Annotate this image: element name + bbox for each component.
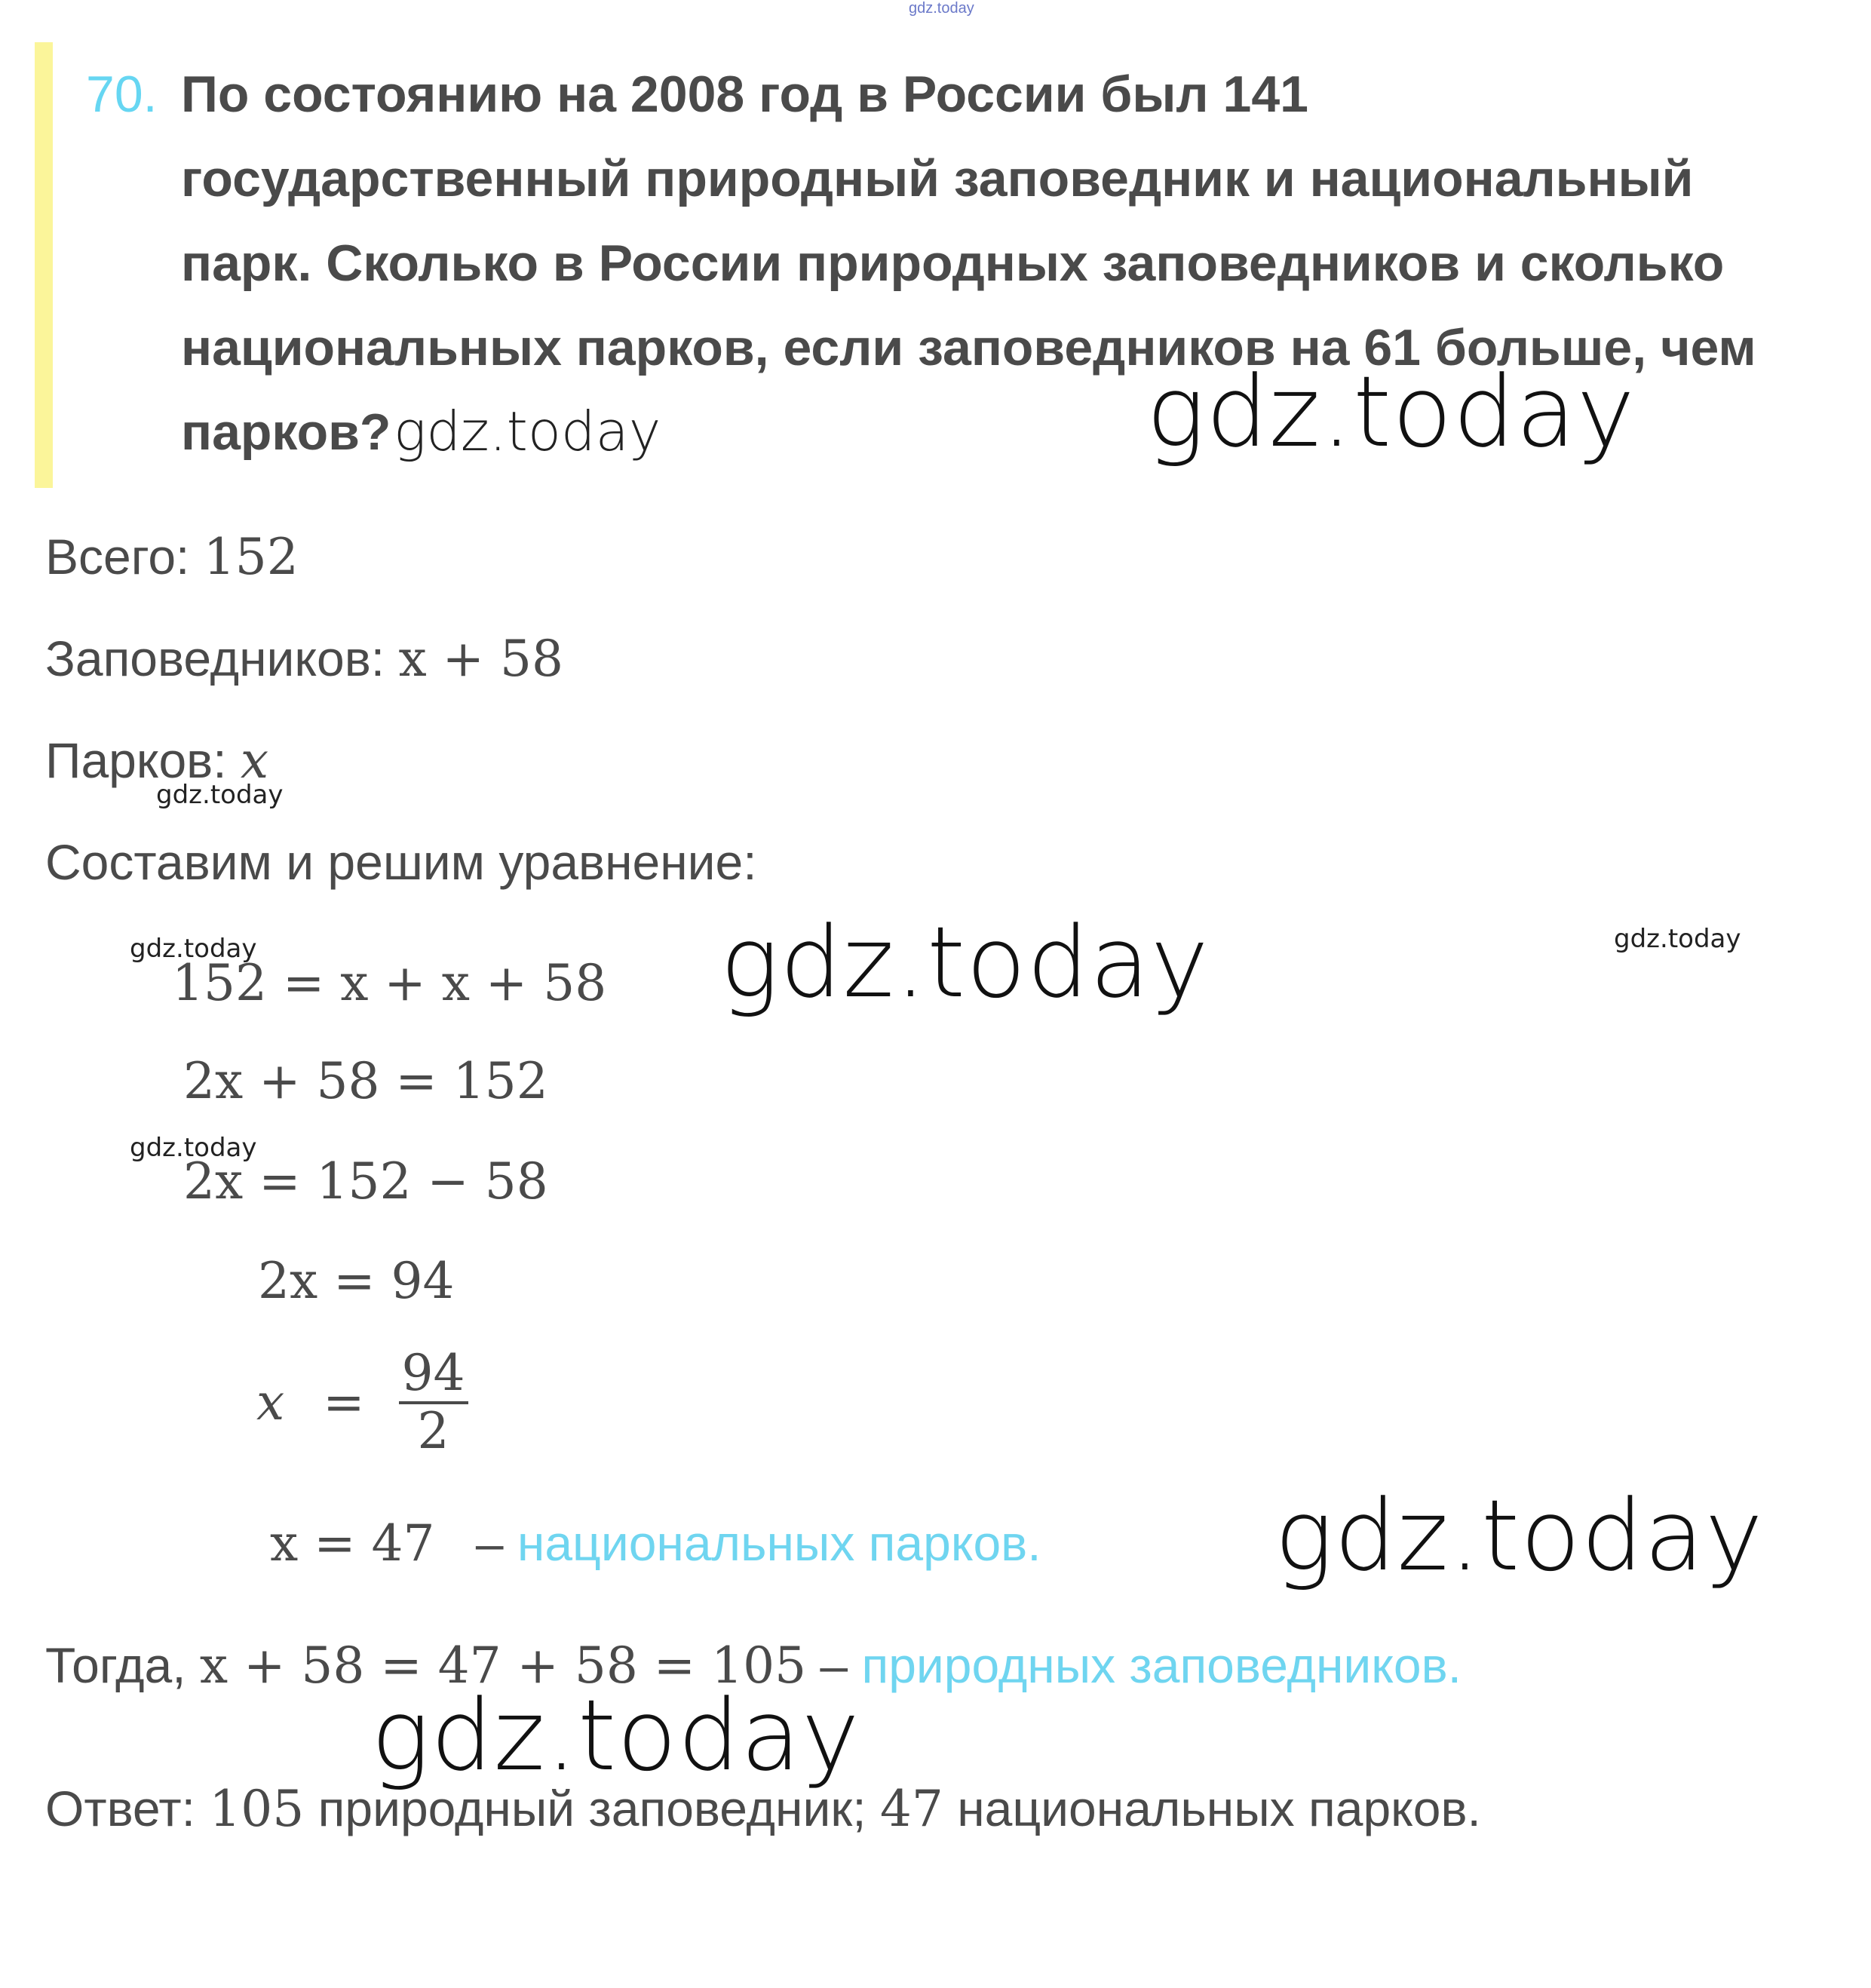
reserves-label: Заповедников: bbox=[45, 630, 385, 686]
answer-label: Ответ: bbox=[45, 1781, 195, 1836]
equation-6-line bbox=[270, 1514, 1041, 1572]
answer-text-1: природный заповедник; bbox=[317, 1781, 866, 1836]
answer-number-2: 47 bbox=[879, 1780, 943, 1838]
answer-number-1: 105 bbox=[209, 1780, 305, 1838]
equation-4: 2x = 94 bbox=[258, 1252, 455, 1310]
equation-3: 2x = 152 − 58 bbox=[183, 1152, 548, 1210]
watermark: gdz.today bbox=[156, 780, 284, 810]
answer-text-2: национальных парков. bbox=[957, 1781, 1481, 1836]
watermark: gdz.today bbox=[394, 400, 661, 463]
parks-label: Парков: bbox=[45, 732, 227, 788]
then-dash: – bbox=[820, 1637, 848, 1693]
then-label: Тогда, bbox=[45, 1637, 186, 1693]
total-label: Всего: bbox=[45, 529, 190, 584]
then-note: природных заповедников. bbox=[861, 1637, 1462, 1693]
then-expression: x + 58 = 47 + 58 = 105 bbox=[199, 1637, 807, 1695]
compose-text: Составим и решим уравнение: bbox=[45, 834, 757, 890]
equation-6: x = 47 bbox=[270, 1514, 435, 1572]
reserves-expression: x + 58 bbox=[398, 630, 563, 688]
task-line-4: национальных парков, если заповедников на 61 больше, чем bbox=[181, 319, 1756, 376]
watermark: gdz.today bbox=[1274, 1478, 1764, 1593]
total-line bbox=[45, 528, 299, 586]
equation-5 bbox=[256, 1346, 468, 1459]
equation-6-dash: – bbox=[475, 1515, 504, 1571]
watermark: gdz.today bbox=[371, 1678, 860, 1793]
task-number: 70. bbox=[86, 66, 158, 123]
equation-2: 2x + 58 = 152 bbox=[183, 1052, 548, 1110]
watermark: gdz.today bbox=[1146, 354, 1636, 469]
watermark-top: gdz.today bbox=[909, 0, 974, 17]
watermark: gdz.today bbox=[720, 905, 1210, 1020]
equation-6-note: национальных парков. bbox=[517, 1515, 1041, 1571]
watermark: gdz.today bbox=[1614, 924, 1741, 954]
reserves-line bbox=[45, 630, 563, 688]
fraction-denominator: 2 bbox=[417, 1401, 449, 1460]
answer-line bbox=[45, 1780, 1481, 1838]
highlight-bar bbox=[35, 42, 53, 488]
task-line-1: По состоянию на 2008 год в России был 141 bbox=[181, 66, 1308, 123]
task-line-3: парк. Сколько в России природных заповедников и сколько bbox=[181, 235, 1725, 292]
watermark: gdz.today bbox=[130, 934, 257, 964]
fraction-numerator: 94 bbox=[399, 1346, 468, 1404]
watermark: gdz.today bbox=[130, 1133, 257, 1163]
parks-expression: x bbox=[240, 732, 269, 790]
total-value: 152 bbox=[203, 528, 299, 586]
equation-5-lhs: x bbox=[256, 1373, 285, 1432]
equation-1: 152 = x + x + 58 bbox=[172, 954, 607, 1012]
fraction bbox=[399, 1346, 468, 1459]
task-line-5: парков? bbox=[181, 403, 391, 461]
equation-5-equals: = bbox=[323, 1373, 365, 1432]
task-line-2: государственный природный заповедник и национальный bbox=[181, 150, 1694, 207]
